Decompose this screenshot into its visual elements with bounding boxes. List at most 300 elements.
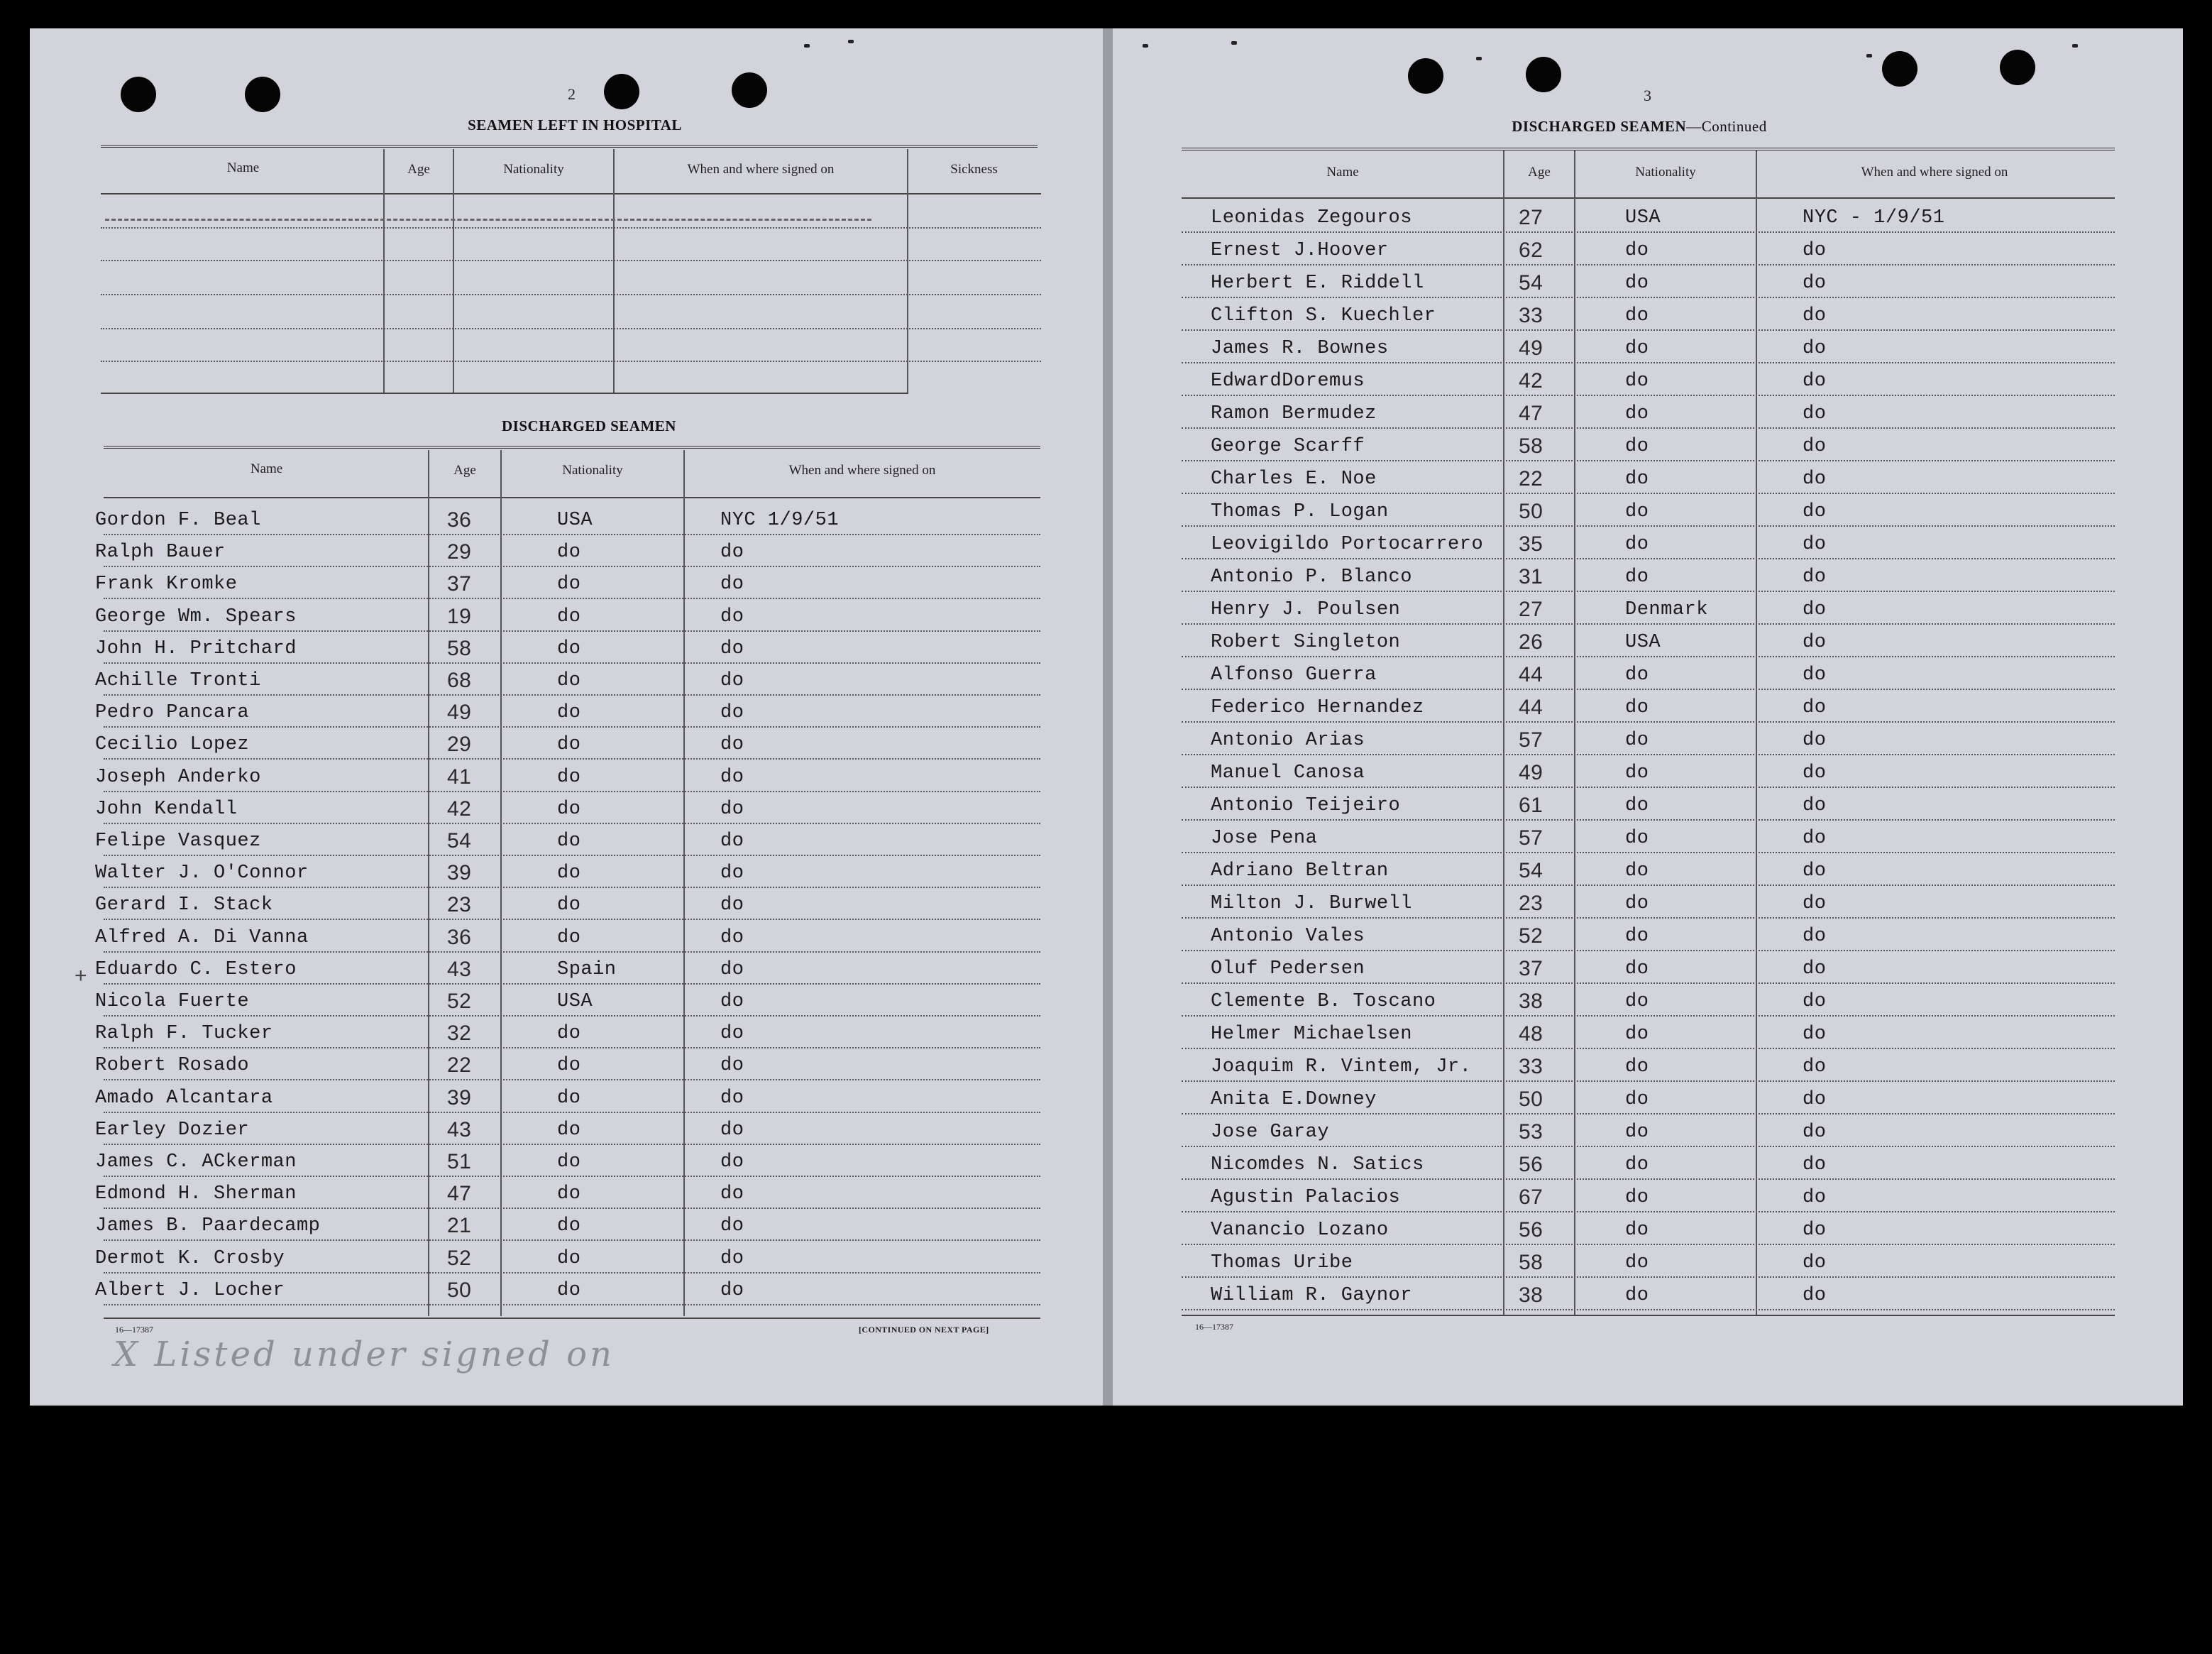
column-line (613, 149, 615, 394)
seaman-name: James B. Paardecamp (95, 1215, 321, 1237)
seaman-age: 67 (1519, 1185, 1544, 1209)
column-line (453, 149, 454, 394)
column-header-signed-on: When and where signed on (687, 162, 835, 177)
table-rule (104, 497, 1040, 498)
seaman-nationality: do (1625, 664, 1649, 686)
title-text: DISCHARGED SEAMEN (1512, 118, 1687, 135)
seaman-signed-on: do (720, 831, 744, 852)
seaman-signed-on: do (720, 926, 744, 948)
punch-hole (245, 77, 280, 112)
seaman-name: Antonio P. Blanco (1211, 566, 1412, 588)
seaman-age: 39 (447, 861, 472, 885)
row-line (1182, 721, 2115, 723)
column-line (907, 149, 908, 394)
seaman-nationality: do (1625, 795, 1649, 816)
seaman-nationality: do (1625, 1220, 1649, 1241)
seaman-name: Antonio Vales (1211, 926, 1365, 947)
seaman-nationality: do (1625, 1056, 1649, 1078)
seaman-nationality: do (1625, 1154, 1649, 1176)
seaman-name: Joaquim R. Vintem, Jr. (1211, 1056, 1472, 1078)
seaman-age: 23 (447, 893, 472, 917)
seaman-signed-on: do (1803, 860, 1827, 882)
row-line (104, 823, 1040, 824)
seaman-name: Antonio Arias (1211, 730, 1365, 751)
seaman-nationality: do (1625, 860, 1649, 882)
column-header-name: Name (226, 160, 260, 175)
seaman-nationality: do (557, 766, 581, 788)
seaman-nationality: do (557, 1151, 581, 1173)
seaman-name: Robert Rosado (95, 1055, 250, 1077)
seaman-nationality: do (1625, 1252, 1649, 1274)
seaman-name: George Wm. Spears (95, 606, 297, 628)
seaman-age: 56 (1519, 1218, 1544, 1242)
seaman-age: 38 (1519, 990, 1544, 1013)
seaman-signed-on: do (1803, 599, 1827, 620)
seaman-name: Milton J. Burwell (1211, 893, 1412, 914)
seaman-nationality: do (557, 798, 581, 820)
seaman-age: 54 (1519, 271, 1544, 295)
seaman-age: 29 (447, 540, 472, 564)
seaman-nationality: do (1625, 893, 1649, 914)
row-line (104, 662, 1040, 664)
seaman-signed-on: do (1803, 762, 1827, 784)
seaman-name: James R. Bownes (1211, 338, 1389, 359)
seaman-nationality: do (1625, 1187, 1649, 1208)
punch-hole (604, 74, 639, 109)
seaman-signed-on: do (1803, 632, 1827, 653)
seaman-age: 41 (447, 765, 472, 789)
seaman-nationality: do (557, 542, 581, 564)
speck (1143, 44, 1148, 48)
row-line (1182, 1113, 2115, 1114)
continued-note: [CONTINUED ON NEXT PAGE] (859, 1325, 989, 1335)
seaman-age: 49 (1519, 761, 1544, 784)
row-line (1182, 754, 2115, 755)
seaman-signed-on: do (1803, 1252, 1827, 1274)
row-line (1182, 656, 2115, 657)
seaman-nationality: do (557, 1247, 581, 1269)
seaman-name: Amado Alcantara (95, 1087, 273, 1109)
seaman-signed-on: do (1803, 469, 1827, 490)
speck (1866, 54, 1872, 57)
seaman-nationality: do (1625, 991, 1649, 1012)
seaman-signed-on: do (720, 1215, 744, 1237)
seaman-nationality: Spain (557, 958, 617, 980)
seaman-age: 52 (447, 990, 472, 1013)
seaman-nationality: do (557, 1183, 581, 1205)
row-line (104, 1176, 1040, 1177)
seaman-nationality: do (1625, 762, 1649, 784)
seaman-nationality: Denmark (1625, 599, 1708, 620)
seaman-name: Eduardo C. Estero (95, 958, 297, 980)
seaman-nationality: do (1625, 436, 1649, 457)
seaman-name: Thomas P. Logan (1211, 501, 1389, 522)
divider (1182, 148, 2115, 150)
seaman-signed-on: do (1803, 566, 1827, 588)
seaman-name: Jose Garay (1211, 1122, 1330, 1143)
seaman-age: 52 (447, 1246, 472, 1270)
punch-hole (1526, 57, 1561, 92)
speck (2072, 44, 2078, 48)
row-line (1182, 264, 2115, 265)
seaman-name: Leovigildo Portocarrero (1211, 534, 1484, 555)
row-line (1182, 689, 2115, 690)
seaman-age: 58 (447, 636, 472, 660)
seaman-age: 32 (447, 1022, 472, 1046)
seaman-age: 54 (447, 829, 472, 853)
seaman-age: 61 (1519, 794, 1544, 817)
seaman-age: 38 (1519, 1283, 1544, 1307)
row-line (1182, 395, 2115, 396)
seaman-age: 56 (1519, 1153, 1544, 1176)
table-rule (101, 393, 908, 394)
seaman-name: Alfonso Guerra (1211, 664, 1377, 686)
seaman-signed-on: NYC - 1/9/51 (1803, 207, 1945, 229)
seaman-name: James C. ACkerman (95, 1151, 297, 1173)
row-line (104, 887, 1040, 888)
seaman-nationality: USA (557, 510, 593, 531)
row-line (104, 534, 1040, 535)
seaman-signed-on: do (720, 734, 744, 756)
punch-hole (1882, 51, 1917, 87)
punch-hole (732, 72, 767, 108)
seaman-name: George Scarff (1211, 436, 1365, 457)
seaman-name: Ralph Bauer (95, 542, 226, 564)
seaman-age: 57 (1519, 826, 1544, 850)
row-line (1182, 787, 2115, 788)
seaman-name: Earley Dozier (95, 1119, 250, 1141)
row-line (104, 983, 1040, 985)
seaman-age: 31 (1519, 565, 1544, 588)
seaman-nationality: do (1625, 828, 1649, 849)
seaman-name: Nicola Fuerte (95, 991, 250, 1012)
row-line (104, 598, 1040, 599)
seaman-age: 57 (1519, 728, 1544, 752)
seaman-age: 36 (447, 925, 472, 949)
seaman-signed-on: do (1803, 1285, 1827, 1306)
seaman-name: William R. Gaynor (1211, 1285, 1412, 1306)
seaman-name: Albert J. Locher (95, 1279, 285, 1301)
seaman-signed-on: do (1803, 305, 1827, 327)
seaman-name: Clemente B. Toscano (1211, 991, 1436, 1012)
seaman-name: John Kendall (95, 798, 238, 820)
row-line (1182, 950, 2115, 951)
punch-hole (2000, 50, 2035, 85)
seaman-age: 37 (1519, 957, 1544, 980)
seaman-signed-on: do (720, 1151, 744, 1173)
hospital-section-title: SEAMEN LEFT IN HOSPITAL (468, 116, 682, 133)
seaman-nationality: do (1625, 403, 1649, 425)
column-header-nationality: Nationality (562, 463, 623, 478)
column-line (383, 149, 385, 394)
row-line (1182, 427, 2115, 429)
seaman-nationality: do (1625, 501, 1649, 522)
column-header-age: Age (453, 463, 476, 478)
seaman-age: 58 (1519, 434, 1544, 458)
row-line (104, 1144, 1040, 1145)
seaman-name: Achille Tronti (95, 670, 261, 691)
seaman-signed-on: do (1803, 991, 1827, 1012)
seaman-signed-on: do (1803, 664, 1827, 686)
row-line (104, 1079, 1040, 1080)
seaman-age: 68 (447, 669, 472, 692)
row-line (104, 694, 1040, 696)
seaman-signed-on: do (720, 1247, 744, 1269)
seaman-signed-on: do (1803, 1056, 1827, 1078)
seaman-name: Felipe Vasquez (95, 831, 261, 852)
seaman-nationality: do (557, 894, 581, 916)
seaman-signed-on: do (720, 991, 744, 1012)
seaman-nationality: do (557, 926, 581, 948)
seaman-name: Agustin Palacios (1211, 1187, 1401, 1208)
seaman-nationality: USA (1625, 207, 1661, 229)
row-line (104, 919, 1040, 920)
column-header-name: Name (1326, 165, 1359, 180)
seaman-signed-on: do (720, 1087, 744, 1109)
seaman-age: 52 (1519, 924, 1544, 948)
seaman-age: 33 (1519, 304, 1544, 327)
column-header-signed-on: When and where signed on (1861, 165, 2008, 180)
hospital-row-line (101, 294, 1041, 295)
seaman-name: Walter J. O'Connor (95, 862, 309, 884)
seaman-age: 39 (447, 1085, 472, 1110)
seaman-name: EdwardDoremus (1211, 371, 1365, 392)
column-line (1503, 150, 1504, 1315)
page-number: 2 (568, 85, 576, 103)
hospital-row-line (101, 361, 1041, 362)
seaman-nationality: USA (1625, 632, 1661, 653)
seaman-nationality: do (1625, 371, 1649, 392)
seaman-name: Alfred A. Di Vanna (95, 926, 309, 948)
punch-hole (121, 77, 156, 112)
seaman-nationality: do (1625, 305, 1649, 327)
column-line (683, 450, 685, 1316)
row-line (104, 1272, 1040, 1274)
row-line (1182, 460, 2115, 461)
seaman-age: 47 (1519, 402, 1544, 425)
row-line (104, 1047, 1040, 1048)
row-line (104, 1207, 1040, 1209)
column-header-nationality: Nationality (503, 162, 564, 177)
seaman-name: Herbert E. Riddell (1211, 273, 1424, 294)
seaman-nationality: do (1625, 469, 1649, 490)
pencil-annotation: X Listed under signed on (114, 1335, 615, 1374)
seaman-nationality: do (1625, 240, 1649, 261)
row-line (1182, 558, 2115, 559)
seaman-nationality: do (557, 1279, 581, 1301)
seaman-age: 27 (1519, 598, 1544, 621)
seaman-age: 44 (1519, 663, 1544, 686)
seaman-nationality: do (557, 831, 581, 852)
row-line (1182, 982, 2115, 984)
table-rule (104, 1318, 1040, 1319)
row-line (104, 1015, 1040, 1017)
seaman-nationality: do (1625, 273, 1649, 294)
seaman-name: Manuel Canosa (1211, 762, 1365, 784)
seaman-signed-on: do (720, 1119, 744, 1141)
seaman-age: 22 (1519, 467, 1544, 491)
seaman-name: Frank Kromke (95, 574, 238, 596)
seaman-nationality: do (1625, 1024, 1649, 1045)
seaman-signed-on: do (1803, 958, 1827, 980)
seaman-nationality: do (557, 1023, 581, 1045)
seaman-age: 22 (447, 1053, 472, 1078)
page-gutter (1103, 28, 1113, 1406)
seaman-nationality: do (557, 574, 581, 596)
seaman-signed-on: NYC 1/9/51 (720, 510, 840, 531)
speck (804, 44, 810, 48)
seaman-signed-on: do (720, 1183, 744, 1205)
seaman-nationality: do (1625, 697, 1649, 718)
hospital-row-line (101, 328, 1041, 329)
seaman-signed-on: do (1803, 697, 1827, 718)
seaman-name: Dermot K. Crosby (95, 1247, 285, 1269)
seaman-signed-on: do (1803, 795, 1827, 816)
seaman-signed-on: do (1803, 534, 1827, 555)
row-line (1182, 852, 2115, 853)
seaman-name: Antonio Teijeiro (1211, 795, 1401, 816)
seaman-name: Ramon Bermudez (1211, 403, 1377, 425)
seaman-signed-on: do (720, 702, 744, 724)
seaman-name: Adriano Beltran (1211, 860, 1389, 882)
seaman-nationality: do (1625, 534, 1649, 555)
table-rule (1182, 197, 2115, 199)
seaman-name: Edmond H. Sherman (95, 1183, 297, 1205)
seaman-age: 62 (1519, 239, 1544, 262)
seaman-age: 53 (1519, 1120, 1544, 1144)
row-line (104, 1239, 1040, 1241)
seaman-name: Clifton S. Kuechler (1211, 305, 1436, 327)
seaman-signed-on: do (720, 670, 744, 691)
seaman-signed-on: do (720, 542, 744, 564)
form-number: 16—17387 (1195, 1322, 1233, 1332)
seaman-name: Cecilio Lopez (95, 734, 250, 756)
seaman-nationality: do (557, 637, 581, 659)
seaman-nationality: do (1625, 566, 1649, 588)
seaman-nationality: do (557, 1055, 581, 1077)
row-line (104, 630, 1040, 632)
seaman-nationality: do (1625, 958, 1649, 980)
row-line (1182, 884, 2115, 886)
seaman-age: 58 (1519, 1251, 1544, 1274)
seaman-age: 27 (1519, 206, 1544, 229)
row-line (104, 951, 1040, 953)
seaman-nationality: do (557, 1215, 581, 1237)
column-header-nationality: Nationality (1635, 165, 1696, 180)
row-line (1182, 1309, 2115, 1310)
seaman-name: John H. Pritchard (95, 637, 297, 659)
column-line (428, 450, 429, 1316)
seaman-age: 54 (1519, 859, 1544, 882)
seaman-name: Ralph F. Tucker (95, 1023, 273, 1045)
row-line (1182, 362, 2115, 363)
row-line (1182, 1015, 2115, 1017)
seaman-signed-on: do (1803, 1154, 1827, 1176)
row-line (1182, 1276, 2115, 1278)
seaman-signed-on: do (720, 1279, 744, 1301)
column-line (1574, 150, 1575, 1315)
title-suffix: —Continued (1686, 118, 1767, 135)
seaman-name: Nicomdes N. Satics (1211, 1154, 1424, 1176)
seaman-name: Joseph Anderko (95, 766, 261, 788)
seaman-nationality: do (1625, 1122, 1649, 1143)
seaman-signed-on: do (720, 766, 744, 788)
seaman-name: Charles E. Noe (1211, 469, 1377, 490)
seaman-nationality: do (1625, 730, 1649, 751)
column-line (1756, 150, 1757, 1315)
row-line (1182, 917, 2115, 919)
seaman-age: 42 (1519, 369, 1544, 393)
seaman-nationality: do (1625, 338, 1649, 359)
seaman-signed-on: do (1803, 501, 1827, 522)
column-line (500, 450, 502, 1316)
seaman-signed-on: do (1803, 436, 1827, 457)
seaman-age: 35 (1519, 532, 1544, 556)
speck (848, 40, 854, 43)
seaman-signed-on: do (1803, 371, 1827, 392)
seaman-name: Oluf Pedersen (1211, 958, 1365, 980)
row-line (104, 1304, 1040, 1305)
seaman-signed-on: do (720, 1055, 744, 1077)
seaman-age: 33 (1519, 1055, 1544, 1078)
seaman-name: Vanancio Lozano (1211, 1220, 1389, 1241)
seaman-signed-on: do (720, 574, 744, 596)
seaman-age: 51 (447, 1150, 472, 1173)
seaman-name: Henry J. Poulsen (1211, 599, 1401, 620)
seaman-nationality: do (1625, 926, 1649, 947)
row-line (1182, 1146, 2115, 1147)
seaman-signed-on: do (1803, 1024, 1827, 1045)
divider (104, 446, 1040, 449)
row-line (1182, 493, 2115, 494)
seaman-signed-on: do (1803, 1187, 1827, 1208)
divider (101, 145, 1038, 148)
seaman-name: Leonidas Zegouros (1211, 207, 1412, 229)
seaman-age: 47 (447, 1182, 472, 1206)
seaman-age: 43 (447, 957, 472, 981)
seaman-age: 44 (1519, 696, 1544, 719)
row-line (1182, 1048, 2115, 1049)
seaman-signed-on: do (720, 862, 744, 884)
row-line (1182, 525, 2115, 527)
seaman-age: 36 (447, 508, 472, 532)
row-line (104, 726, 1040, 728)
seaman-nationality: do (557, 606, 581, 628)
row-line (1182, 819, 2115, 821)
seaman-age: 21 (447, 1214, 472, 1238)
seaman-signed-on: do (720, 894, 744, 916)
seaman-age: 48 (1519, 1022, 1544, 1046)
seaman-nationality: do (557, 1119, 581, 1141)
seaman-age: 49 (1519, 336, 1544, 360)
seaman-name: Helmer Michaelsen (1211, 1024, 1412, 1045)
seaman-signed-on: do (720, 798, 744, 820)
row-line (104, 791, 1040, 792)
row-line (1182, 329, 2115, 331)
seaman-age: 26 (1519, 630, 1544, 654)
check-mark: + (75, 964, 87, 987)
hospital-row-line (101, 260, 1041, 261)
seaman-signed-on: do (1803, 338, 1827, 359)
punch-hole (1408, 58, 1443, 94)
speck (1231, 41, 1237, 45)
discharged-continued-title (1391, 118, 1888, 136)
seaman-nationality: do (557, 670, 581, 691)
seaman-name: Ernest J.Hoover (1211, 240, 1389, 261)
column-header-sickness: Sickness (950, 162, 998, 177)
seaman-age: 43 (447, 1117, 472, 1141)
seaman-name: Jose Pena (1211, 828, 1318, 849)
